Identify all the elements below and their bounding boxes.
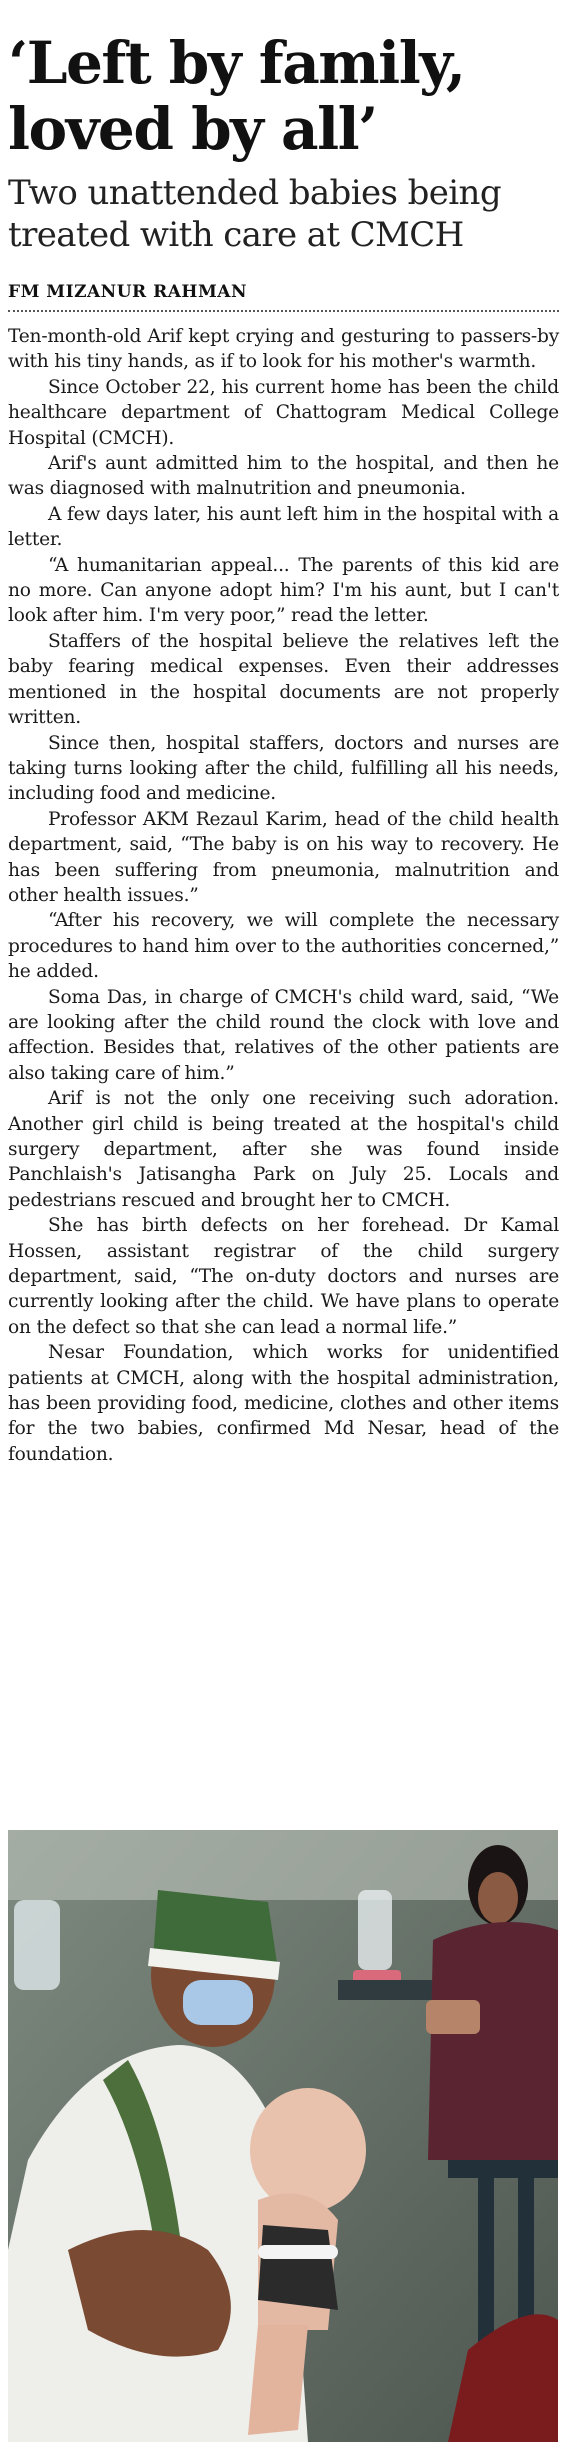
paragraph: Arif is not the only one receiving such adoration. Another girl child is being treated at the hospital's child surgery department, after she was found inside Panchlaish's Jatisangha Park on July 25. Locals and pedestrians rescued and brought her to CMCH. xyxy=(8,1088,559,1211)
subheadline: Two unattended babies being treated with care at CMCH xyxy=(8,173,501,255)
paragraph: Arif's aunt admitted him to the hospital, and then he was diagnosed with malnutrition and pneumonia. xyxy=(8,453,559,500)
paragraph: Since then, hospital staffers, doctors and nurses are taking turns looking after the child, fulfilling all his needs, including food and medicine. xyxy=(8,732,559,805)
paragraph: Professor AKM Rezaul Karim, head of the child health department, said, “The baby is on his way to recovery. He has been suffering from pneumonia, malnutrition and other health issues.” xyxy=(8,808,559,906)
nurse-feeding-baby-photo xyxy=(8,1830,558,2442)
paragraph: She has birth defects on her forehead. Dr Kamal Hossen, assistant registrar of the child surgery department, said, “The on-duty doctors and nurses are currently looking after the child. We have plans to operate on the defect so that she can lead a normal life.” xyxy=(8,1215,559,1338)
paragraph: Since October 22, his current home has been the child healthcare department of Chattogram Medical College Hospital (CMCH). xyxy=(8,376,559,449)
headline-line-2: loved by all’ xyxy=(8,95,377,163)
article-body xyxy=(8,324,559,1467)
paragraph: “A humanitarian appeal... The parents of this kid are no more. Can anyone adopt him? I'm his aunt, but I can't look after him. I'm very poor,” read the letter. xyxy=(8,554,559,627)
headline-line-1: ‘Left by family, xyxy=(8,29,465,97)
byline: FM MIZANUR RAHMAN xyxy=(8,282,559,312)
water-bottle xyxy=(14,1900,60,1990)
water-bottle xyxy=(358,1890,392,1970)
paragraph: A few days later, his aunt left him in the hospital with a letter. xyxy=(8,503,559,551)
headline xyxy=(8,0,559,162)
paragraph: Soma Das, in charge of CMCH's child ward, said, “We are looking after the child round the clock with love and affection. Besides that, relatives of the other patients are also taking care of him.” xyxy=(8,986,559,1084)
paragraph: Ten-month-old Arif kept crying and gesturing to passers-by with his tiny hands, as if to look for his mother's warmth. xyxy=(8,326,559,373)
paragraph: Staffers of the hospital believe the relatives left the baby fearing medical expenses. Even their addresses mentioned in the hospital documents are not properly written. xyxy=(8,630,559,729)
paragraph: Nesar Foundation, which works for unidentified patients at CMCH, along with the hospital administration, has been providing food, medicine, clothes and other items for the two babies, confirmed Md Nesar, head of the foundation. xyxy=(8,1342,559,1465)
paragraph: “After his recovery, we will complete the necessary procedures to hand him over to the authorities concerned,” he added. xyxy=(8,910,559,983)
